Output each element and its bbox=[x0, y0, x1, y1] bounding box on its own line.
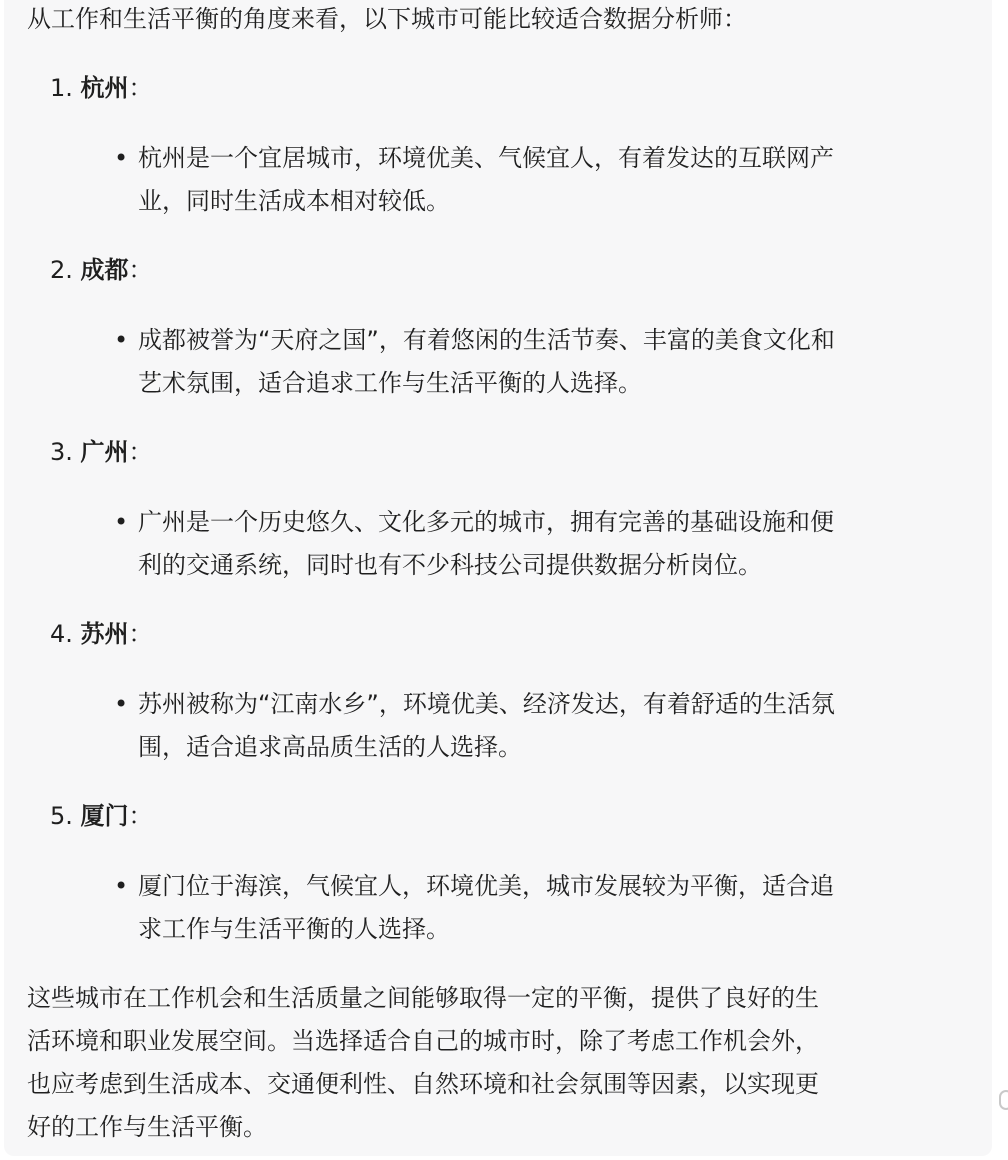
bullet-dot: • bbox=[114, 872, 129, 900]
bullet-dot: • bbox=[114, 326, 129, 354]
summary-line: 好的工作与生活平衡。 bbox=[27, 1113, 267, 1141]
bullet-line: 杭州是一个宜居城市，环境优美、气候宜人，有着发达的互联网产 bbox=[138, 144, 834, 172]
bullet-dot: • bbox=[114, 690, 129, 718]
scroll-handle-icon[interactable] bbox=[999, 1090, 1008, 1110]
summary-line: 这些城市在工作机会和生活质量之间能够取得一定的平衡，提供了良好的生 bbox=[27, 984, 819, 1012]
list-item-suffix: ： bbox=[128, 620, 153, 648]
bullet-line: 求工作与生活平衡的人选择。 bbox=[138, 915, 450, 943]
list-item-number: 4. bbox=[50, 620, 73, 648]
list-item-title bbox=[50, 798, 153, 834]
list-item-number: 1. bbox=[50, 74, 73, 102]
bullet-line: 围，适合追求高品质生活的人选择。 bbox=[138, 733, 522, 761]
bullet-dot: • bbox=[114, 144, 129, 172]
list-item-number: 5. bbox=[50, 802, 73, 830]
list-item-title bbox=[50, 252, 153, 288]
list-item-name: 苏州 bbox=[80, 620, 129, 648]
list-item-number: 2. bbox=[50, 256, 73, 284]
list-item-name: 杭州 bbox=[80, 74, 129, 102]
list-item-suffix: ： bbox=[128, 256, 153, 284]
list-item-name: 成都 bbox=[80, 256, 129, 284]
list-item-suffix: ： bbox=[128, 802, 153, 830]
bullet-line: 业，同时生活成本相对较低。 bbox=[138, 187, 450, 215]
bullet-line: 广州是一个历史悠久、文化多元的城市，拥有完善的基础设施和便 bbox=[138, 508, 834, 536]
list-item-suffix: ： bbox=[128, 74, 153, 102]
list-item-title bbox=[50, 434, 153, 470]
bullet-line: 成都被誉为“天府之国”，有着悠闲的生活节奏、丰富的美食文化和 bbox=[138, 326, 835, 354]
list-item-name: 厦门 bbox=[80, 802, 129, 830]
summary-line: 也应考虑到生活成本、交通便利性、自然环境和社会氛围等因素，以实现更 bbox=[27, 1070, 819, 1098]
list-item-title bbox=[50, 70, 153, 106]
list-item-title bbox=[50, 616, 153, 652]
bullet-line: 苏州被称为“江南水乡”，环境优美、经济发达，有着舒适的生活氛 bbox=[138, 690, 835, 718]
bullet-line: 艺术氛围，适合追求工作与生活平衡的人选择。 bbox=[138, 369, 642, 397]
list-item-suffix: ： bbox=[128, 438, 153, 466]
summary-line: 活环境和职业发展空间。当选择适合自己的城市时，除了考虑工作机会外， bbox=[27, 1027, 819, 1055]
bullet-line: 厦门位于海滨，气候宜人，环境优美，城市发展较为平衡，适合追 bbox=[138, 872, 834, 900]
bullet-dot: • bbox=[114, 508, 129, 536]
list-item-number: 3. bbox=[50, 438, 73, 466]
bullet-line: 利的交通系统，同时也有不少科技公司提供数据分析岗位。 bbox=[138, 551, 762, 579]
message-intro: 从工作和生活平衡的角度来看，以下城市可能比较适合数据分析师： bbox=[27, 5, 747, 33]
list-item-name: 广州 bbox=[80, 438, 129, 466]
